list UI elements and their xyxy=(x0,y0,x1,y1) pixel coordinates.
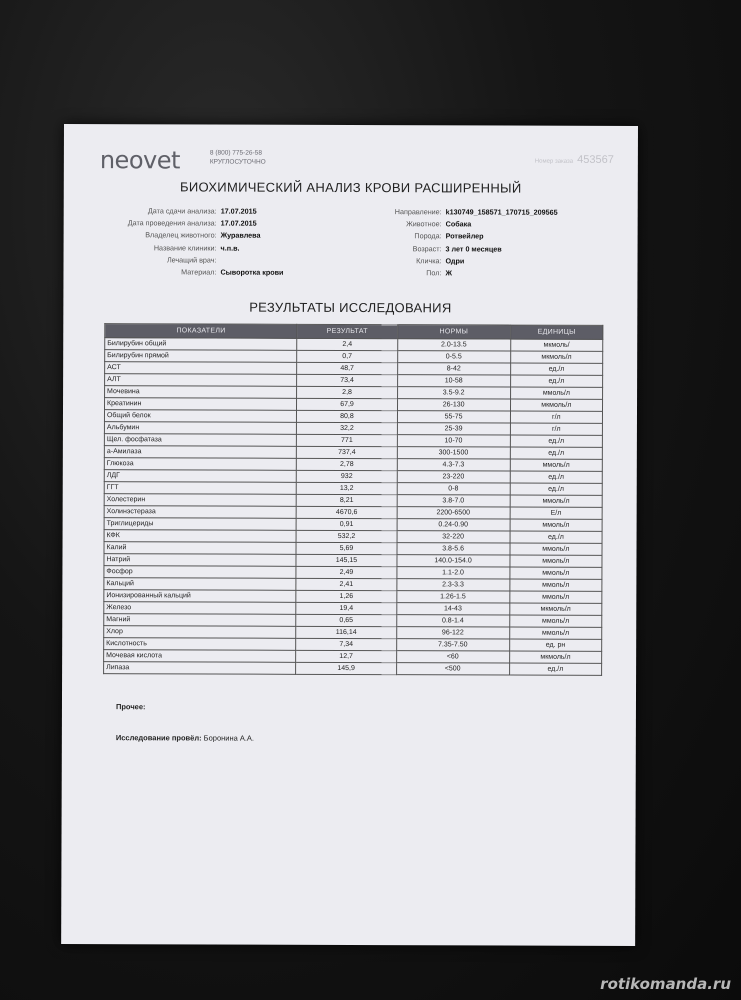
header-result: РЕЗУЛЬТАТ xyxy=(297,324,397,338)
meta-row xyxy=(329,218,558,231)
result-cell: 0,65 xyxy=(296,614,396,626)
unit-cell: мкмоль/л xyxy=(510,399,602,411)
norm-cell: 4.3-7.3 xyxy=(397,459,510,471)
performed-by-name: Боронина А.А. xyxy=(203,733,255,743)
meta-row xyxy=(329,255,558,268)
unit-cell: ммоль/л xyxy=(510,519,602,531)
indicator-cell: Ионизированный кальций xyxy=(104,590,297,603)
unit-cell: ммоль/л xyxy=(510,555,602,567)
unit-cell: Е/л xyxy=(510,507,602,519)
norm-cell: 32-220 xyxy=(397,531,510,543)
header-indicator: ПОКАЗАТЕЛИ xyxy=(105,324,298,339)
indicator-cell: ЛДГ xyxy=(104,470,297,483)
report-title: БИОХИМИЧЕСКИЙ АНАЛИЗ КРОВИ РАСШИРЕННЫЙ xyxy=(180,179,522,196)
meta-left xyxy=(71,205,283,279)
indicator-cell: Натрий xyxy=(104,554,297,567)
unit-cell: ед./л xyxy=(510,435,602,447)
unit-cell: мкмоль/л xyxy=(509,651,601,663)
meta-row xyxy=(72,205,284,218)
meta-row xyxy=(329,230,558,243)
indicator-cell: Креатинин xyxy=(105,398,298,411)
meta-row xyxy=(71,266,283,279)
unit-cell: ед./л xyxy=(510,447,602,459)
unit-cell: ед./л xyxy=(510,483,602,495)
indicator-cell: Щел. фосфатаза xyxy=(104,434,297,447)
norm-cell: 25-39 xyxy=(397,423,510,435)
result-cell: 73,4 xyxy=(297,374,397,386)
meta-row xyxy=(72,242,284,255)
order-number-value: 453567 xyxy=(577,153,614,166)
meta-value: Сыворотка крови xyxy=(220,267,284,277)
unit-cell: ммоль/л xyxy=(510,543,602,555)
norm-cell: 10-58 xyxy=(397,375,510,387)
norm-cell: 3.8-5.6 xyxy=(396,543,509,555)
meta-row xyxy=(329,206,558,219)
unit-cell: ммоль/л xyxy=(510,495,602,507)
norm-cell: 10-70 xyxy=(397,435,510,447)
meta-label: Кличка: xyxy=(416,255,442,266)
norm-cell: 55-75 xyxy=(397,411,510,423)
neovet-logo: neovet xyxy=(99,146,180,175)
indicator-cell: Магний xyxy=(104,614,297,627)
meta-value: 17.07.2015 xyxy=(220,206,257,216)
indicator-cell: Глюкоза xyxy=(104,458,297,471)
norm-cell: 23-220 xyxy=(397,471,510,483)
norm-cell: 0.8-1.4 xyxy=(396,615,509,627)
result-cell: 2,49 xyxy=(296,566,396,578)
meta-row xyxy=(72,229,284,242)
norm-cell: <500 xyxy=(396,663,509,675)
unit-cell: г/л xyxy=(510,423,602,435)
unit-cell: мкмоль/л xyxy=(509,603,601,615)
meta-value: k130749_158571_170715_209565 xyxy=(445,207,558,217)
meta-label: Животное: xyxy=(406,219,442,229)
performed-by-label: Исследование провёл: xyxy=(115,733,202,743)
results-table xyxy=(103,323,603,676)
norm-cell: 140.0-154.0 xyxy=(396,555,509,567)
indicator-cell: Кальций xyxy=(104,578,297,591)
result-cell: 2,4 xyxy=(297,338,397,350)
unit-cell: ед./л xyxy=(510,375,602,387)
unit-cell: ммоль/л xyxy=(510,459,602,471)
notes xyxy=(116,702,254,742)
indicator-cell: Альбумин xyxy=(104,422,297,435)
norm-cell: 96-122 xyxy=(396,627,509,639)
meta-label: Владелец животного: xyxy=(145,230,217,240)
indicator-cell: Билирубин прямой xyxy=(105,350,298,363)
meta-value: Журавлева xyxy=(220,230,261,241)
hours-text: КРУГЛОСУТОЧНО xyxy=(209,158,266,166)
meta-row xyxy=(72,217,284,230)
norm-cell: 8-42 xyxy=(397,363,510,375)
result-cell: 116,14 xyxy=(296,626,396,638)
norm-cell: <60 xyxy=(396,651,509,663)
lab-report-sheet xyxy=(61,124,638,946)
result-cell: 12,7 xyxy=(296,650,396,662)
order-number xyxy=(535,154,614,166)
norm-cell: 7.35-7.50 xyxy=(396,639,509,651)
result-cell: 532,2 xyxy=(297,530,397,542)
meta-value: Одри xyxy=(445,256,465,266)
result-cell: 2,8 xyxy=(297,386,397,398)
indicator-cell: Хлор xyxy=(104,626,297,639)
meta-label: Порода: xyxy=(414,231,442,241)
norm-cell: 3.5-9.2 xyxy=(397,387,510,399)
watermark: rotikomanda.ru xyxy=(600,975,731,993)
result-cell: 2,41 xyxy=(296,578,396,590)
meta-right xyxy=(328,206,557,280)
meta-value: 3 лет 0 месяцев xyxy=(445,243,502,254)
norm-cell: 300-1500 xyxy=(397,447,510,459)
result-cell: 67,9 xyxy=(297,398,397,410)
unit-cell: ммоль/л xyxy=(509,615,601,627)
indicator-cell: Холинэстераза xyxy=(104,506,297,519)
meta-label: Материал: xyxy=(181,267,217,277)
result-cell: 145,15 xyxy=(296,554,396,566)
norm-cell: 2.3-3.3 xyxy=(396,579,509,591)
norm-cell: 0.24-0.90 xyxy=(397,519,510,531)
indicator-cell: АСТ xyxy=(105,362,298,375)
meta-label: Возраст: xyxy=(412,243,442,253)
meta-row xyxy=(72,254,284,267)
unit-cell: ммоль/л xyxy=(510,579,602,591)
indicator-cell: Кислотность xyxy=(104,638,297,651)
phone-number: 8 (800) 775-26-58 xyxy=(209,149,262,157)
result-cell: 48,7 xyxy=(297,362,397,374)
unit-cell: ед. рн xyxy=(509,639,601,651)
unit-cell: ммоль/л xyxy=(509,627,601,639)
indicator-cell: ГГТ xyxy=(104,482,297,495)
norm-cell: 1.1-2.0 xyxy=(396,567,509,579)
indicator-cell: а-Амилаза xyxy=(104,446,297,459)
result-cell: 0,91 xyxy=(297,518,397,530)
result-cell: 737,4 xyxy=(297,446,397,458)
unit-cell: ед./л xyxy=(510,471,602,483)
unit-cell: г/л xyxy=(510,411,602,423)
contact-info xyxy=(210,150,266,167)
result-cell: 13,2 xyxy=(297,482,397,494)
unit-cell: мкмоль/ xyxy=(510,339,602,351)
meta-row xyxy=(328,267,557,280)
result-cell: 145,9 xyxy=(296,662,396,674)
meta-label: Направление: xyxy=(394,207,442,217)
meta-value: ч.п.в. xyxy=(220,243,240,253)
indicator-cell: Триглицериды xyxy=(104,518,297,531)
unit-cell: ммоль/л xyxy=(510,567,602,579)
meta-label: Пол: xyxy=(426,268,442,278)
results-title: РЕЗУЛЬТАТЫ ИССЛЕДОВАНИЯ xyxy=(249,299,452,316)
meta-value: Ротвейлер xyxy=(445,231,484,241)
norm-cell: 3.8-7.0 xyxy=(397,495,510,507)
unit-cell: ед./л xyxy=(509,663,601,675)
norm-cell: 0-5.5 xyxy=(397,351,510,363)
indicator-cell: АЛТ xyxy=(105,374,298,387)
unit-cell: ед./л xyxy=(510,531,602,543)
meta-row xyxy=(329,242,558,255)
header-norms: НОРМЫ xyxy=(397,325,510,339)
table-row xyxy=(104,662,602,676)
result-cell: 0,7 xyxy=(297,350,397,362)
result-cell: 1,26 xyxy=(296,590,396,602)
result-cell: 19,4 xyxy=(296,602,396,614)
result-cell: 932 xyxy=(297,470,397,482)
performed-by xyxy=(116,733,254,742)
indicator-cell: Липаза xyxy=(104,662,297,675)
result-cell: 5,69 xyxy=(296,542,396,554)
meta-value: 17.07.2015 xyxy=(220,218,257,228)
unit-cell: мкмоль/л xyxy=(510,351,602,363)
meta-value: Собака xyxy=(445,219,472,229)
indicator-cell: Фосфор xyxy=(104,566,297,579)
meta-label: Дата проведения анализа: xyxy=(127,218,217,228)
meta-label: Название клиники: xyxy=(153,242,217,253)
norm-cell: 14-43 xyxy=(396,603,509,615)
norm-cell: 0-8 xyxy=(397,483,510,495)
result-cell: 771 xyxy=(297,434,397,446)
unit-cell: ед./л xyxy=(510,363,602,375)
meta-label: Дата сдачи анализа: xyxy=(147,206,217,216)
indicator-cell: Билирубин общий xyxy=(105,338,298,351)
indicator-cell: Калий xyxy=(104,542,297,555)
result-cell: 7,34 xyxy=(296,638,396,650)
unit-cell: ммоль/л xyxy=(510,591,602,603)
meta-value: Ж xyxy=(445,268,452,278)
result-cell: 2,78 xyxy=(297,458,397,470)
indicator-cell: Общий белок xyxy=(104,410,297,423)
norm-cell: 2200-6500 xyxy=(397,507,510,519)
result-cell: 4670,6 xyxy=(297,506,397,518)
unit-cell: ммоль/л xyxy=(510,387,602,399)
indicator-cell: КФК xyxy=(104,530,297,543)
other-label: Прочее: xyxy=(115,702,146,712)
norm-cell: 2.0-13.5 xyxy=(397,339,510,351)
result-cell: 32,2 xyxy=(297,422,397,434)
result-cell: 8,21 xyxy=(297,494,397,506)
indicator-cell: Холестерин xyxy=(104,494,297,507)
header-units: ЕДИНИЦЫ xyxy=(510,325,602,339)
indicator-cell: Мочевая кислота xyxy=(104,650,297,663)
norm-cell: 26-130 xyxy=(397,399,510,411)
result-cell: 80,8 xyxy=(297,410,397,422)
meta-label: Лечащий врач: xyxy=(166,255,217,265)
indicator-cell: Железо xyxy=(104,602,297,615)
indicator-cell: Мочевина xyxy=(105,386,298,399)
order-number-label: Номер заказа xyxy=(534,158,574,165)
norm-cell: 1.26-1.5 xyxy=(396,591,509,603)
